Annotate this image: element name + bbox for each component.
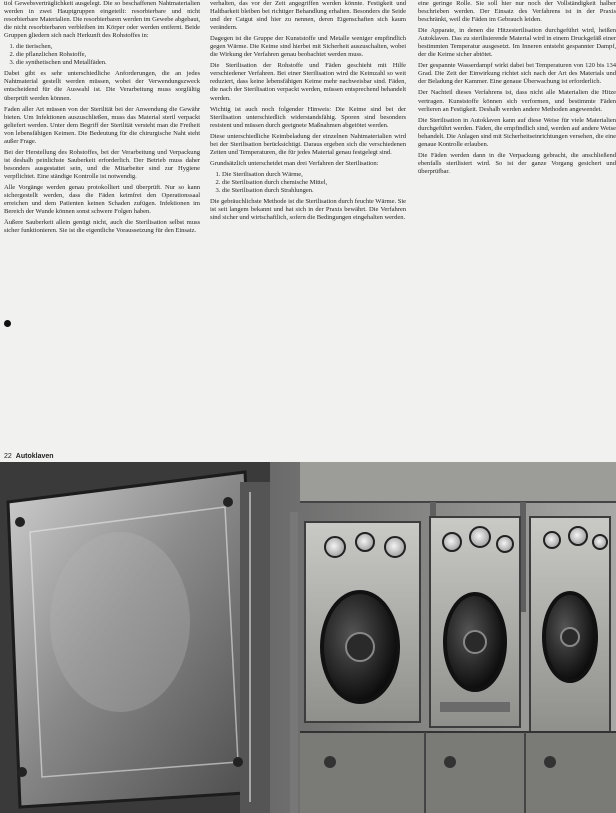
paragraph: Der gespannte Wasserdampf wirkt dabei bei Temperaturen von 120 bis 134 Grad. Die Zeit der Einwirkung richtet sich nach der Art des Materials und der Beladung der Kammer. Eine genaue Überwachung ist erforderlich.	[418, 62, 616, 86]
list-item: 1. Die Sterilisation durch Wärme,	[222, 171, 406, 179]
paragraph: Dabei gibt es sehr unterschiedliche Anforderungen, die an jedes Nahtmaterial gestellt werden müssen, wobei der Verwendungszweck entscheidend für die Auswahl ist. Die Verarbeitung muss sorgfältig überprüft werden können.	[4, 70, 200, 102]
paragraph: Die Fäden werden dann in die Verpackung gebracht, die anschließend ebenfalls sterilisiert wird. So ist der ganze Vorgang gesichert und überprüfbar.	[418, 151, 616, 175]
margin-dot-mark	[4, 320, 11, 327]
figure-caption-text: Autoklaven	[15, 453, 54, 460]
list-item: 2. die pflanzlichen Rohstoffe,	[16, 51, 200, 59]
paragraph: Wichtig ist auch noch folgender Hinweis: Die Keime sind bei der Sterilisation unterschiedlich widerstandsfähig. Sporen sind besonders resistent und müssen durch geeignete Maßnahmen abgetötet werden.	[210, 105, 406, 129]
article-body	[4, 0, 616, 452]
paragraph: Der Nachteil dieses Verfahrens ist, dass nicht alle Materialien die Hitze vertragen. Kunststoffe können sich verformen, und bestimmte Fäden verlieren an Festigkeit. Deshalb werden andere Methoden angewendet.	[418, 89, 616, 113]
paragraph: Äußere Sauberkeit allein genügt nicht, auch die Sterilisation selbst muss sicher funktionieren. Sie ist die eigentliche Voraussetzung für den Einsatz.	[4, 219, 200, 235]
open-autoclave-door	[0, 462, 270, 813]
autoclave-photo	[0, 462, 616, 813]
autoclave-photo-illustration	[0, 462, 616, 813]
paragraph: Die Apparate, in denen die Hitzesterilisation durchgeführt wird, heißen Autoklaven. Das zu sterilisierende Material wird in einem Druckgefäß einer bestimmten Temperatur ausgesetzt. Im Inneren entsteht gespannter Dampf, der die Keime sicher abtötet.	[418, 27, 616, 59]
list-item: 2. die Sterilisation durch chemische Mittel,	[222, 179, 406, 187]
article-column-1	[4, 0, 200, 452]
autoclave-wall	[270, 462, 616, 813]
list-item: 1. die tierischen,	[16, 43, 200, 51]
paragraph: eine geringe Rolle. Sie soll hier nur noch der Vollständigkeit halber beschrieben werden. Der Einsatz des Verfahrens ist in der Praxis beschränkt, weil die Fäden im Gebrauch leiden.	[418, 0, 616, 24]
paragraph: Die gebräuchlichste Methode ist die Sterilisation durch feuchte Wärme. Sie ist seit langem bekannt und hat sich in der Praxis bewährt. Die Verfahren sind sicher und wirtschaftlich, sofern die Bedingungen eingehalten werden.	[210, 198, 406, 222]
figure-caption	[4, 452, 54, 462]
list-item: 3. die synthetischen und Metallfäden.	[16, 59, 200, 67]
paragraph: Die Sterilisation der Rohstoffe und Fäden geschieht mit Hilfe verschiedener Verfahren. Bei einer Sterilisation wird die Keimzahl so weit reduziert, dass keine lebensfähigen Keime mehr nachweisbar sind. Fäden, die nach der Sterilisation verpackt werden, müssen entsprechend behandelt werden.	[210, 62, 406, 102]
paragraph: Diese unterschiedliche Keimbeladung der einzelnen Nahtmaterialien wird bei der Sterilisation berücksichtigt. Daraus ergeben sich die verschiedenen Zeiten und Temperaturen, die für jedes Material genau festgelegt sind.	[210, 132, 406, 156]
article-column-3	[418, 0, 616, 452]
paragraph: Die Sterilisation in Autoklaven kann auf diese Weise für viele Materialien durchgeführt werden. Fäden, die empfindlich sind, werden auf andere Weise behandelt. Die Anlagen sind mit Sicherheitseinrichtungen versehen, die eine genaue Kontrolle erlauben.	[418, 116, 616, 148]
paragraph: Grundsätzlich unterscheidet man drei Verfahren der Sterilisation:	[210, 159, 379, 167]
paragraph: verhalten, das vor der Zeit angegriffen werden könnte. Festigkeit und Haltbarkeit bleiben bei richtiger Behandlung erhalten. Besonders die Seide und der Catgut sind hier zu nennen, deren Eigenschaften sich kaum verändern.	[210, 0, 406, 32]
numbered-list	[210, 171, 406, 195]
paragraph: Bei der Herstellung des Rohstoffes, bei der Verarbeitung und Verpackung ist deshalb peinlichste Sauberkeit erforderlich. Der Betrieb muss daher besonders ausgestattet sein, und die Mitarbeiter sind zur Hygiene verpflichtet. Eine ständige Kontrolle ist notwendig.	[4, 148, 200, 180]
paragraph: tiol Gewebsverträglichkeit ausgelegt. Die so beschaffenen Nahtmaterialien werden in zwei Hauptgruppen eingeteilt: resorbierbare und nicht resorbierbare Materialien. Die resorbierbaren werden im Gewebe abgebaut, die nicht resorbierbaren verbleiben im Körper oder werden entfernt. Beide Gruppen gliedern sich nach Herkunft des Rohstoffes in:	[4, 0, 200, 40]
list-item: 3. die Sterilisation durch Strahlungen.	[222, 187, 406, 195]
paragraph: Faden aller Art müssen von der Sterilität bei der Anwendung die Gewähr bieten. Um Infektionen auszuschließen, muss das Material steril verpackt geliefert werden. Unter dem Begriff der Sterilität versteht man die Freiheit von lebensfähigen Keimen. Die Bedeutung für die chirurgische Naht steht außer Frage.	[4, 105, 200, 145]
paragraph: Dagegen ist die Gruppe der Kunststoffe und Metalle weniger empfindlich gegen Wärme. Die Keime sind hierbei mit Sicherheit auszuschalten, wobei die Wirkung der Verfahren genau beobachtet werden muss.	[210, 35, 406, 59]
paragraph: Alle Vorgänge werden genau protokolliert und überprüft. Nur so kann sichergestellt werden, dass die Fäden keimfrei den Operationssaal erreichen und dem Patienten keinen Schaden zufügen. Infektionen im Bereich der Wunde können sonst schwere Folgen haben.	[4, 183, 200, 216]
article-column-2	[210, 0, 406, 452]
numbered-list	[4, 43, 200, 67]
figure-number: 22	[4, 453, 12, 460]
